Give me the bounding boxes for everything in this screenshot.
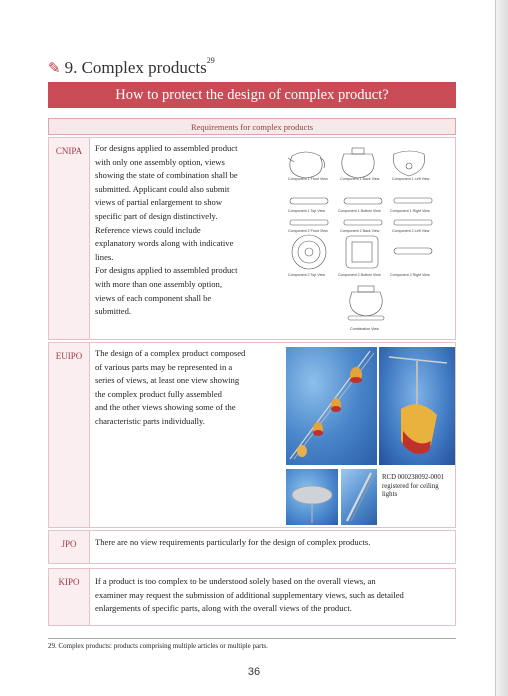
drawing-caption: Component 2 Top View xyxy=(288,273,326,277)
office-label-jpo: JPO xyxy=(49,531,90,563)
drawing-caption: Component 1 Left View xyxy=(392,177,430,181)
drawing-caption: Component 2 Back View xyxy=(340,229,380,233)
section-title-text: 9. Complex products xyxy=(64,58,207,77)
row-kipo xyxy=(48,568,456,626)
section-title xyxy=(48,58,215,78)
drawing-caption: Component 1 Right View xyxy=(390,209,430,213)
drawing-caption: Combination View xyxy=(350,327,379,331)
drawing-caption: Component 1 Top View xyxy=(288,209,326,213)
office-label-kipo: KIPO xyxy=(49,569,90,625)
question-banner: How to protect the design of complex product? xyxy=(48,82,456,108)
component-drawings-svg xyxy=(282,140,447,340)
page-number: 36 xyxy=(247,666,261,678)
row-jpo xyxy=(48,530,456,564)
office-label-euipo: EUIPO xyxy=(49,343,90,527)
kipo-text: If a product is too complex to be understood solely based on the overall views, an examiner may request the submission of additional supplementary views, such as detailed enlargements of specific parts, along with the overall views of the product. xyxy=(95,576,404,614)
drawing-caption: Component 1 Bottom View xyxy=(338,209,381,213)
footnote: 29. Complex products: products comprising multiple articles or multiple parts. xyxy=(48,638,456,650)
footnote-ref: 29 xyxy=(206,56,215,65)
technical-drawings xyxy=(282,140,447,340)
drawing-caption: Component 2 Left View xyxy=(392,229,430,233)
drawing-caption: Component 2 Bottom View xyxy=(338,273,381,277)
office-label-cnipa: CNIPA xyxy=(49,138,90,339)
page-edge-shadow xyxy=(496,0,508,696)
ceiling-light-photo-base xyxy=(286,469,338,525)
cnipa-text: For designs applied to assembled product with only one assembly option, views showing the state of combination shall be submitted. Applicant could also submit views of partial enlargement to show specific part of design distinctively. Reference views could include explanatory words along with indicative lines. For designs applied to assembled product with more than one assembly option, views of each component shall be submitted. xyxy=(95,143,238,317)
ceiling-light-photo-assembled xyxy=(286,347,377,465)
jpo-text: There are no view requirements particularly for the design of complex products. xyxy=(95,537,371,547)
requirements-header: Requirements for complex products xyxy=(48,118,456,135)
drawing-caption: Component 2 Front View xyxy=(288,229,328,233)
drawing-caption: Component 1 Front View xyxy=(288,177,328,181)
drawing-caption: Component 1 Back View xyxy=(340,177,380,181)
photo-caption: RCD 000238092-0001 registered for ceiling lights xyxy=(382,474,445,499)
drawing-caption: Component 2 Right View xyxy=(390,273,430,277)
pencil-icon: ✎ xyxy=(48,61,61,77)
euipo-text: The design of a complex product composed of various parts may be represented in a series of views, at least one view showing the complex product fully assembled and the other views showing some of the characteristic parts individually. xyxy=(95,348,246,426)
ceiling-light-photo-rod xyxy=(341,469,377,525)
ceiling-light-photo-detail xyxy=(379,347,455,465)
